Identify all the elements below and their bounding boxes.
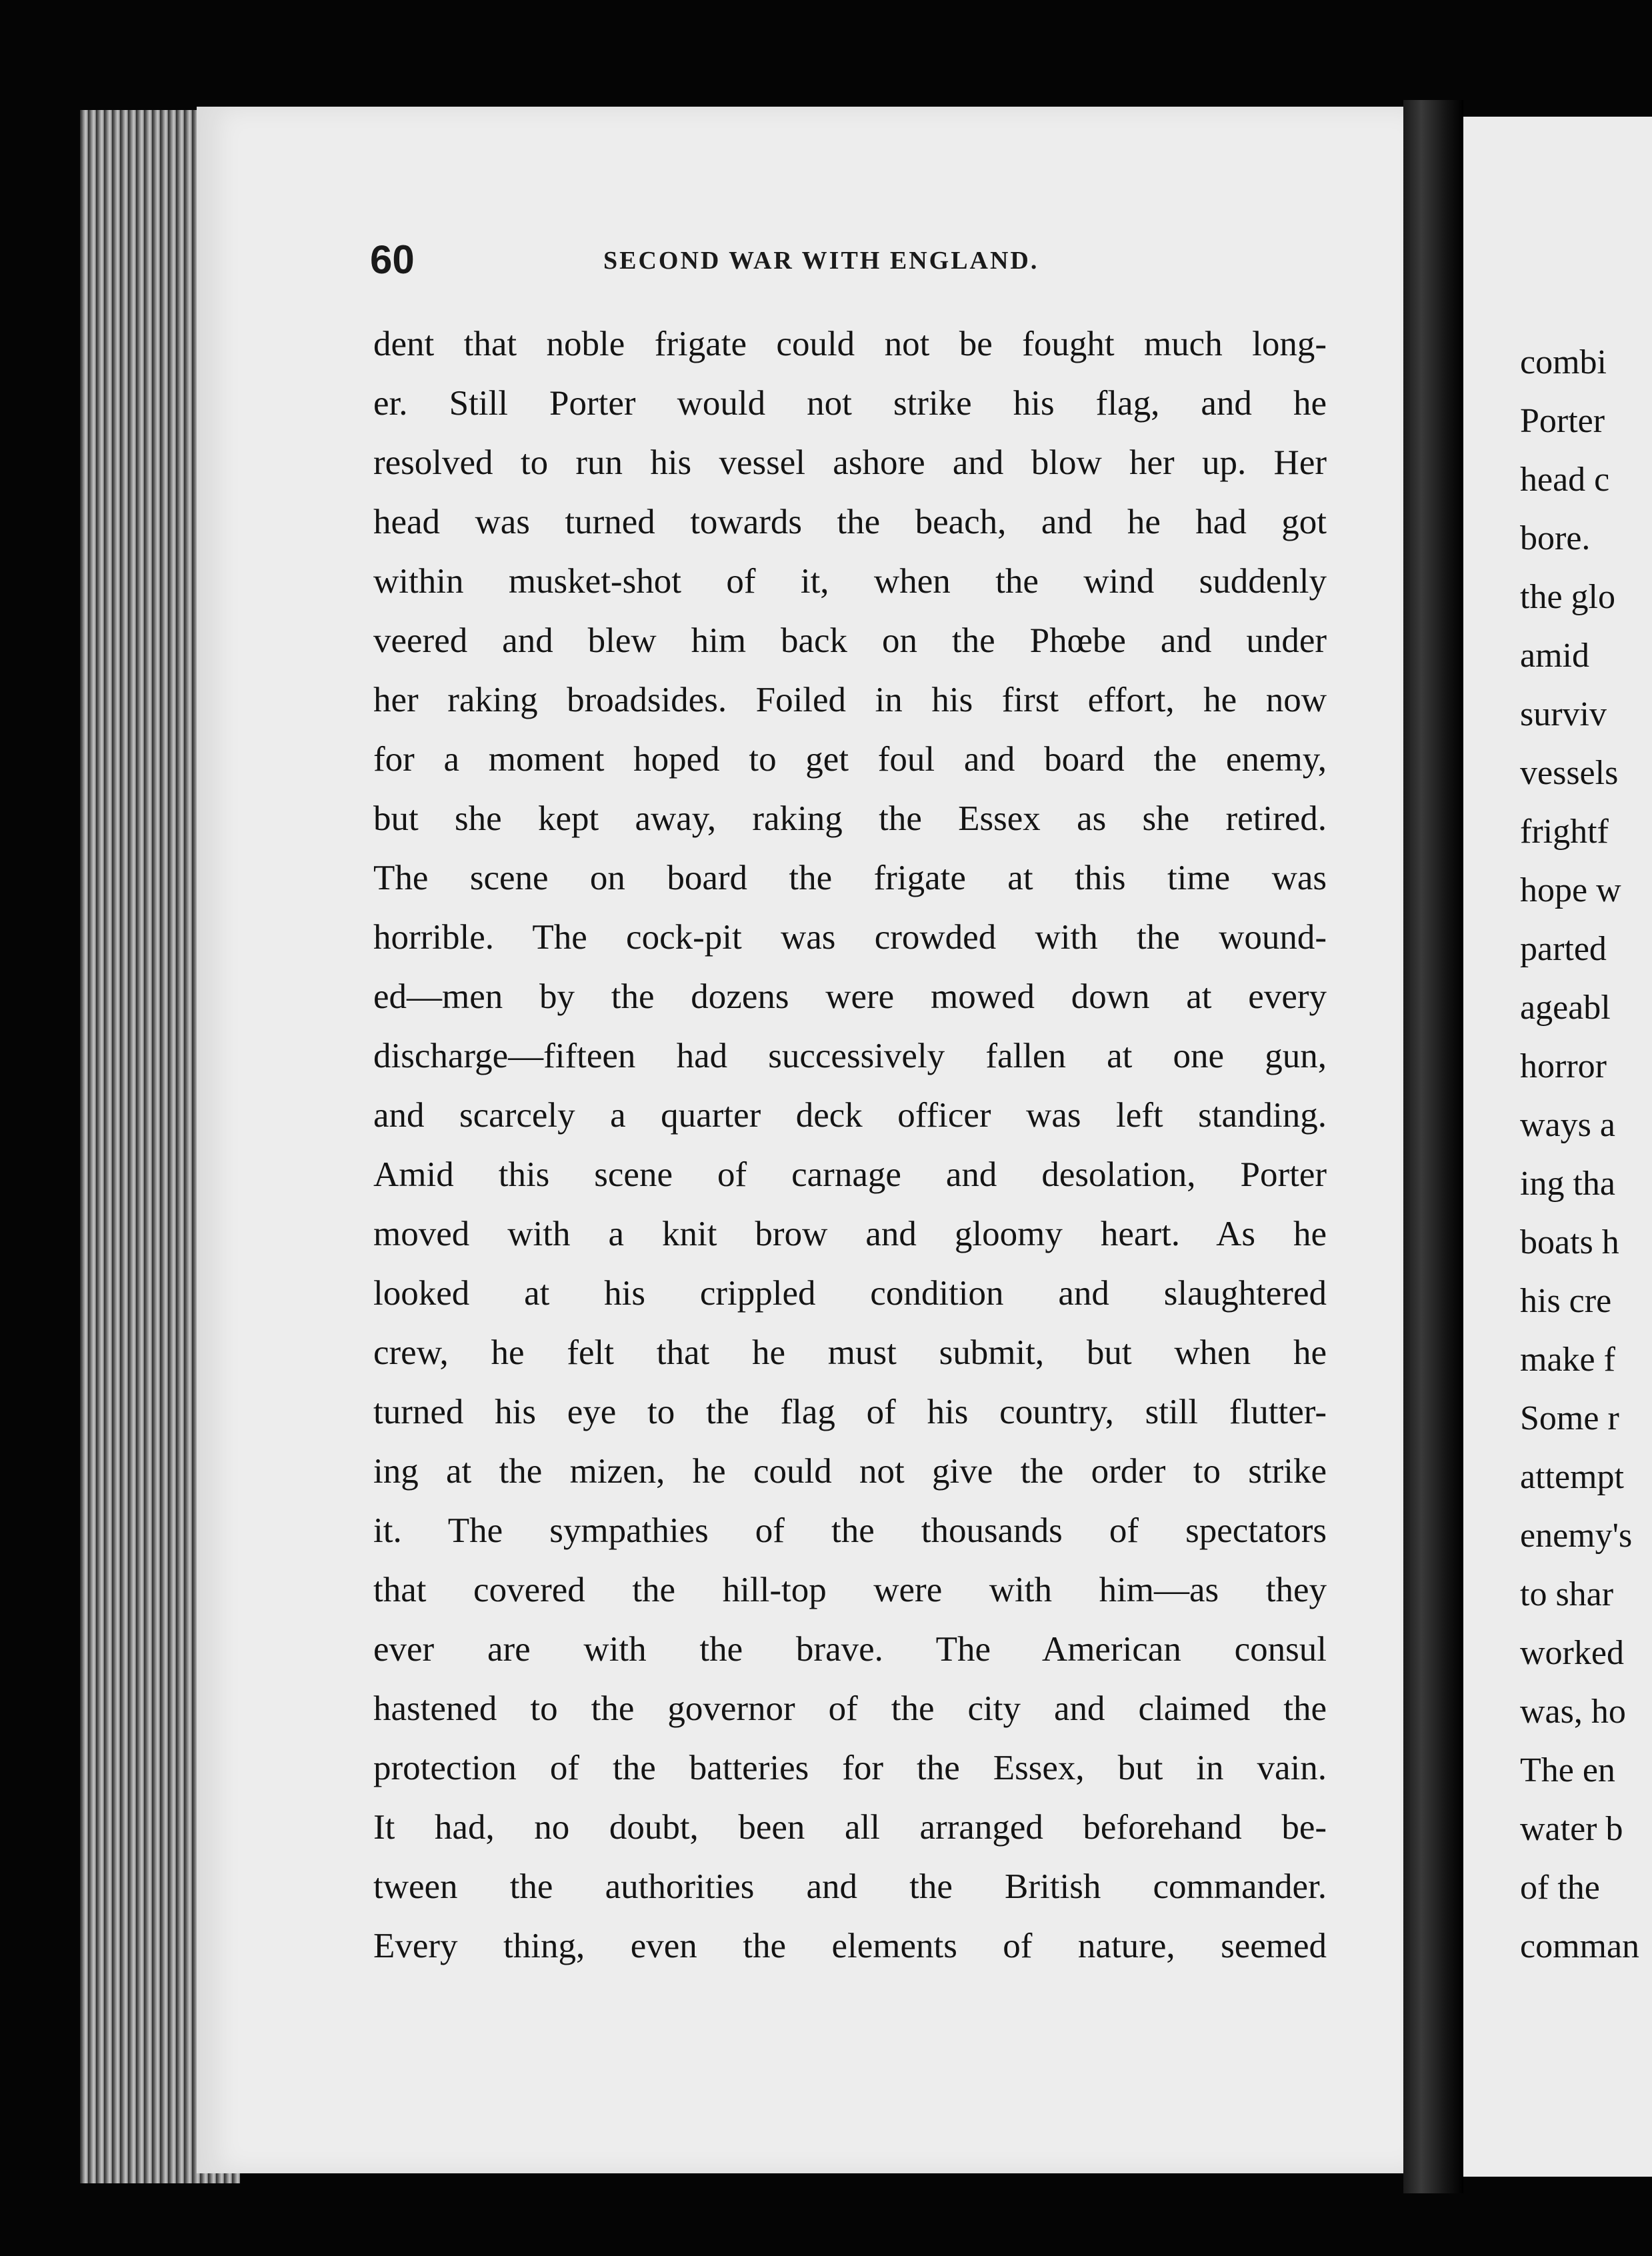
text-line: attempt [1520,1458,1624,1496]
text-line: veered and blew him back on the Phœbe and under [373,621,1327,660]
text-line: ing at the mizen, he could not give the order to strike [373,1452,1327,1491]
right-page-body-text [1520,333,1652,1976]
text-line: The en [1520,1751,1615,1789]
text-line: resolved to run his vessel ashore and blow her up. Her [373,443,1327,482]
text-line: ageabl [1520,989,1611,1027]
text-line: to shar [1520,1575,1614,1613]
text-line: protection of the batteries for the Essex, but in vain. [373,1749,1327,1787]
text-line: comman [1520,1927,1640,1965]
text-line: that covered the hill-top were with him—as they [373,1571,1327,1609]
text-line: the glo [1520,578,1615,616]
running-head-title: SECOND WAR WITH ENGLAND. [603,247,1039,275]
text-line: was, ho [1520,1693,1626,1731]
text-line: bore. [1520,519,1591,557]
text-line: parted [1520,930,1607,968]
text-line: looked at his crippled condition and slaughtered [373,1274,1327,1313]
text-line: horrible. The cock-pit was crowded with the wound- [373,918,1327,957]
text-line: discharge—fifteen had successively fallen at one gun, [373,1037,1327,1075]
text-line: er. Still Porter would not strike his flag, and he [373,384,1327,423]
text-line: Amid this scene of carnage and desolation, Porter [373,1155,1327,1194]
text-line: it. The sympathies of the thousands of spectators [373,1511,1327,1550]
text-line: her raking broadsides. Foiled in his first effort, he now [373,681,1327,719]
text-line: head c [1520,461,1610,499]
text-line: ever are with the brave. The American consul [373,1630,1327,1669]
text-line: within musket-shot of it, when the wind suddenly [373,562,1327,601]
text-line: but she kept away, raking the Essex as she retired. [373,799,1327,838]
text-line: for a moment hoped to get foul and board the enemy, [373,740,1327,779]
running-head [370,237,1323,290]
text-line: worked [1520,1634,1624,1672]
text-line: turned his eye to the flag of his country, still flutter- [373,1393,1327,1431]
text-line: boats h [1520,1223,1619,1261]
text-line: combi [1520,343,1607,381]
text-line: hope w [1520,871,1621,909]
text-line: crew, he felt that he must submit, but when he [373,1333,1327,1372]
text-line: enemy's [1520,1517,1633,1555]
text-line: surviv [1520,695,1607,733]
text-line: ways a [1520,1106,1615,1144]
text-line: moved with a knit brow and gloomy heart. As he [373,1215,1327,1253]
text-line: vessels [1520,754,1619,792]
book-spine [1403,100,1463,2193]
text-line: make f [1520,1341,1615,1379]
text-line: frightf [1520,813,1609,851]
text-line: and scarcely a quarter deck officer was left standing. [373,1096,1327,1135]
text-line: water b [1520,1810,1623,1848]
text-line: amid [1520,637,1589,675]
text-line: head was turned towards the beach, and he had got [373,503,1327,541]
text-line: Porter [1520,402,1605,440]
page-number: 60 [370,237,415,282]
text-line: ed—men by the dozens were mowed down at every [373,977,1327,1016]
text-line: of the [1520,1869,1600,1907]
left-page-body-text [373,315,1327,1976]
text-line: ing tha [1520,1165,1615,1203]
text-line: his cre [1520,1282,1612,1320]
text-line: hastened to the governor of the city and claimed the [373,1689,1327,1728]
text-line: horror [1520,1047,1607,1085]
text-line: dent that noble frigate could not be fought much long- [373,325,1327,363]
text-line: Some r [1520,1399,1619,1437]
text-line: The scene on board the frigate at this time was [373,859,1327,897]
text-line: Every thing, even the elements of nature, seemed [373,1927,1327,1965]
text-line: tween the authorities and the British commander. [373,1867,1327,1906]
text-line: It had, no doubt, been all arranged beforehand be- [373,1808,1327,1847]
